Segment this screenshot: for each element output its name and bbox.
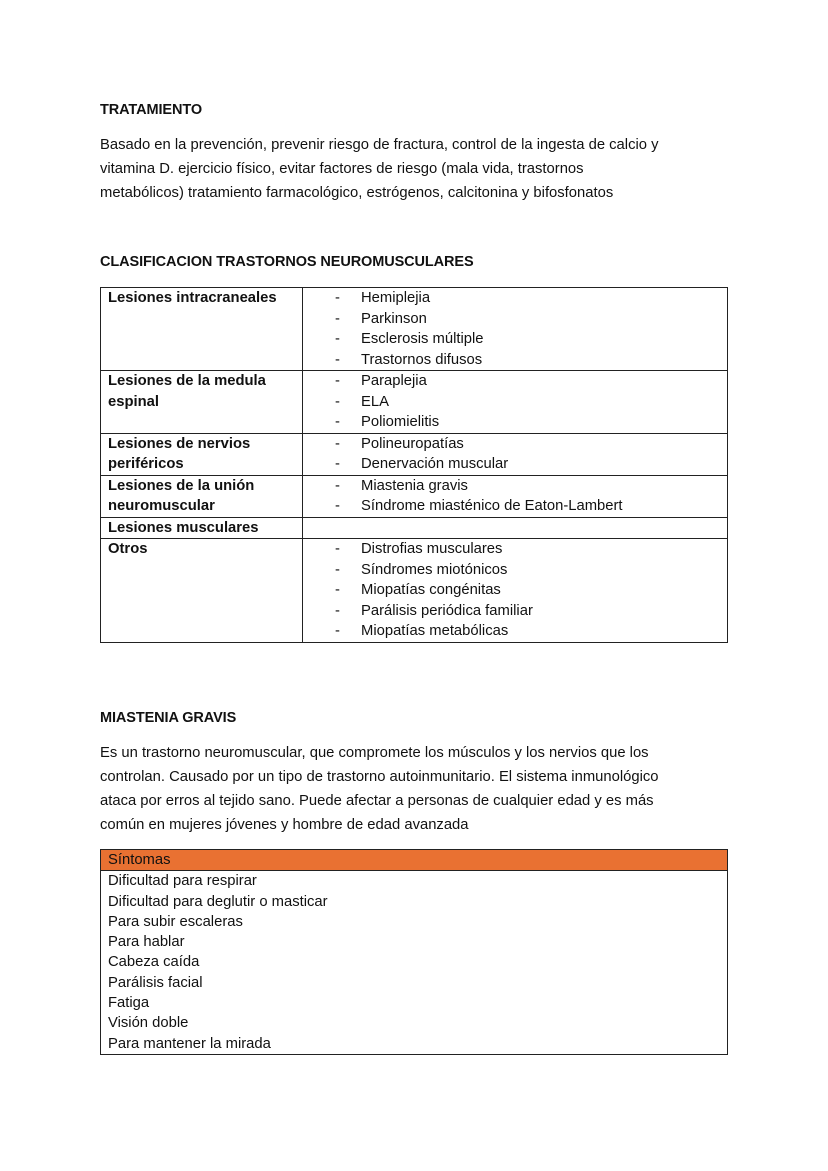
paragraph-line: Es un trastorno neuromuscular, que compromete los músculos y los nervios que los bbox=[100, 745, 649, 761]
items-cell bbox=[303, 288, 728, 371]
item-label: Miopatías metabólicas bbox=[361, 623, 509, 639]
category-label: espinal bbox=[108, 393, 159, 410]
dash-bullet: - bbox=[335, 623, 340, 639]
item-label: Poliomielitis bbox=[361, 414, 440, 430]
symptom-item: Parálisis facial bbox=[108, 974, 203, 991]
list-item bbox=[335, 288, 721, 309]
list-item bbox=[335, 621, 721, 642]
dash-bullet: - bbox=[335, 414, 340, 430]
tratamiento-heading: TRATAMIENTO bbox=[100, 102, 203, 118]
item-label: Miopatías congénitas bbox=[361, 582, 501, 598]
classification-row bbox=[101, 517, 728, 539]
symptom-item: Cabeza caída bbox=[108, 954, 200, 971]
symptoms-header-row bbox=[101, 850, 728, 871]
list-item bbox=[335, 580, 721, 601]
item-label: Parálisis periódica familiar bbox=[361, 602, 533, 619]
classification-row bbox=[101, 433, 728, 475]
paragraph-line: controlan. Causado por un tipo de trastorno autoinmunitario. El sistema inmunológico bbox=[100, 769, 659, 785]
item-label: Miastenia gravis bbox=[361, 477, 468, 494]
items-cell bbox=[303, 475, 728, 517]
miastenia-paragraph bbox=[100, 741, 740, 837]
dash-bullet: - bbox=[335, 373, 340, 389]
category-cell bbox=[101, 433, 303, 475]
paragraph-line: vitamina D. ejercicio físico, evitar factores de riesgo (mala vida, trastornos bbox=[100, 161, 584, 177]
list-item bbox=[335, 560, 721, 581]
list-item bbox=[335, 539, 721, 560]
classification-row bbox=[101, 475, 728, 517]
category-cell bbox=[101, 288, 303, 371]
paragraph-line: Basado en la prevención, prevenir riesgo de fractura, control de la ingesta de calcio y bbox=[100, 137, 659, 153]
symptom-item: Visión doble bbox=[108, 1015, 189, 1032]
symptom-item: Dificultad para respirar bbox=[108, 873, 257, 890]
classification-row bbox=[101, 539, 728, 643]
category-cell bbox=[101, 517, 303, 539]
item-label: Síndrome miasténico de Eaton-Lambert bbox=[361, 498, 623, 514]
items-cell bbox=[303, 517, 728, 539]
dash-bullet: - bbox=[335, 290, 340, 306]
dash-bullet: - bbox=[335, 331, 340, 347]
miastenia-heading: MIASTENIA GRAVIS bbox=[100, 710, 237, 726]
symptom-item: Para hablar bbox=[108, 934, 185, 951]
dash-bullet: - bbox=[335, 541, 340, 557]
symptom-item: Para subir escaleras bbox=[108, 913, 243, 930]
item-label: Síndromes miotónicos bbox=[361, 561, 508, 578]
list-item bbox=[335, 476, 721, 497]
items-cell bbox=[303, 371, 728, 434]
item-label: Distrofias musculares bbox=[361, 541, 503, 557]
dash-bullet: - bbox=[335, 561, 340, 578]
symptoms-header: Síntomas bbox=[101, 850, 728, 871]
paragraph-line: metabólicos) tratamiento farmacológico, estrógenos, calcitonina y bifosfonatos bbox=[100, 185, 614, 201]
tratamiento-paragraph bbox=[100, 133, 740, 205]
list-item bbox=[335, 454, 721, 475]
category-cell bbox=[101, 539, 303, 643]
list-item bbox=[335, 601, 721, 622]
symptom-item: Para mantener la mirada bbox=[108, 1035, 271, 1052]
dash-bullet: - bbox=[335, 310, 340, 327]
symptoms-list bbox=[101, 871, 728, 1055]
classification-row bbox=[101, 371, 728, 434]
category-label: Lesiones de nervios bbox=[108, 435, 251, 452]
list-item bbox=[335, 392, 721, 413]
list-item bbox=[335, 329, 721, 350]
dash-bullet: - bbox=[335, 435, 340, 452]
category-label: Otros bbox=[108, 541, 148, 557]
classification-row bbox=[101, 288, 728, 371]
symptoms-table bbox=[100, 849, 728, 1055]
list-item bbox=[335, 496, 721, 517]
category-label: periféricos bbox=[108, 456, 184, 472]
dash-bullet: - bbox=[335, 498, 340, 514]
item-label: Denervación muscular bbox=[361, 456, 509, 472]
item-label: Trastornos difusos bbox=[361, 351, 483, 368]
dash-bullet: - bbox=[335, 351, 340, 368]
category-label: Lesiones intracraneales bbox=[108, 290, 277, 306]
category-cell bbox=[101, 371, 303, 434]
clasificacion-heading: CLASIFICACION TRASTORNOS NEUROMUSCULARES bbox=[100, 254, 474, 270]
list-item bbox=[335, 434, 721, 455]
dash-bullet: - bbox=[335, 393, 340, 410]
symptom-item: Dificultad para deglutir o masticar bbox=[108, 893, 328, 910]
list-item bbox=[335, 412, 721, 433]
dash-bullet: - bbox=[335, 582, 340, 598]
list-item bbox=[335, 309, 721, 330]
category-label: neuromuscular bbox=[108, 498, 215, 514]
paragraph-line: común en mujeres jóvenes y hombre de edad avanzada bbox=[100, 817, 469, 833]
category-label: Lesiones de la medula bbox=[108, 373, 266, 389]
paragraph-line: ataca por erros al tejido sano. Puede afectar a personas de cualquier edad y es más bbox=[100, 793, 654, 809]
items-cell bbox=[303, 433, 728, 475]
items-cell bbox=[303, 539, 728, 643]
item-label: ELA bbox=[361, 393, 389, 410]
category-label: Lesiones musculares bbox=[108, 519, 259, 536]
item-label: Parkinson bbox=[361, 310, 427, 327]
item-label: Paraplejia bbox=[361, 373, 427, 389]
dash-bullet: - bbox=[335, 602, 340, 619]
item-label: Polineuropatías bbox=[361, 435, 464, 452]
item-label: Hemiplejia bbox=[361, 290, 431, 306]
symptom-item: Fatiga bbox=[108, 995, 150, 1012]
classification-table bbox=[100, 287, 728, 643]
category-cell bbox=[101, 475, 303, 517]
category-label: Lesiones de la unión bbox=[108, 477, 255, 494]
item-label: Esclerosis múltiple bbox=[361, 331, 484, 347]
symptoms-list-row bbox=[101, 871, 728, 1055]
list-item bbox=[335, 371, 721, 392]
dash-bullet: - bbox=[335, 456, 340, 472]
dash-bullet: - bbox=[335, 477, 340, 494]
list-item bbox=[335, 350, 721, 371]
